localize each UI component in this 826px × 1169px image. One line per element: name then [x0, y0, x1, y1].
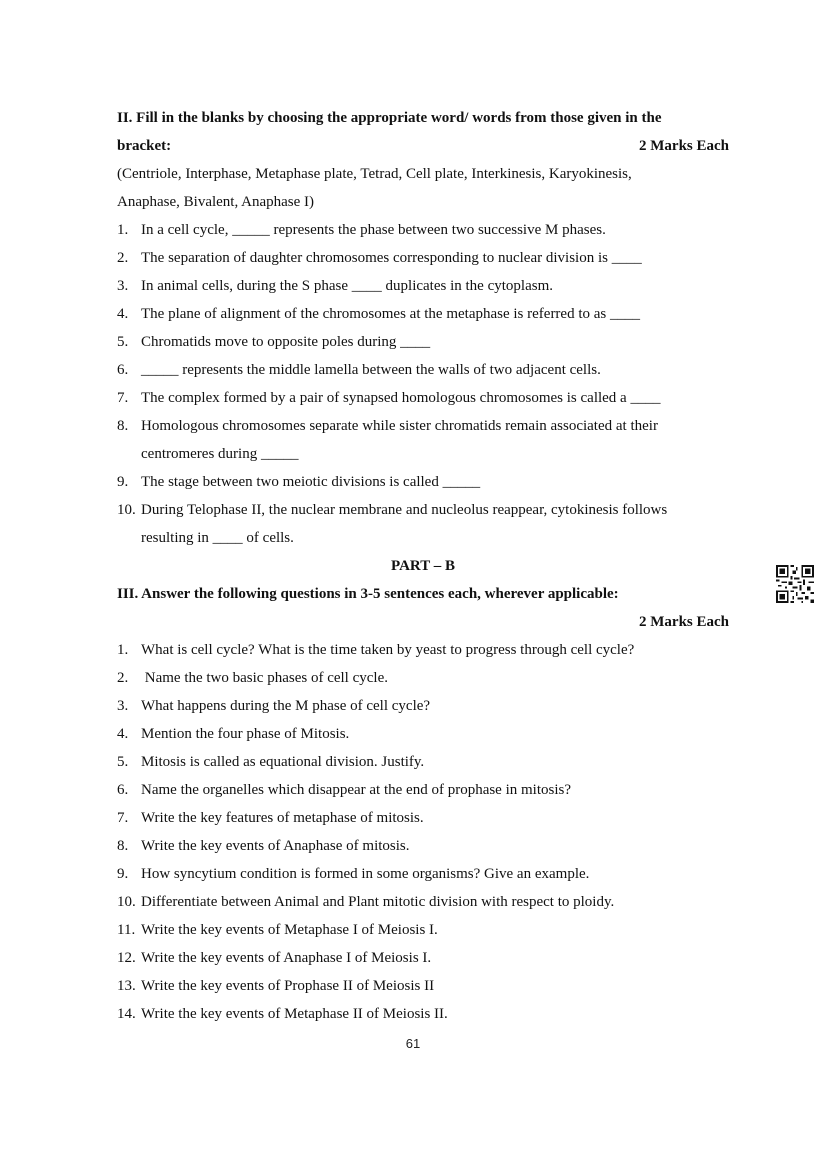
item-text: What happens during the M phase of cell cycle? [141, 698, 431, 714]
item-number: 14. [117, 1006, 136, 1022]
page-content [117, 104, 729, 1028]
item-number: 3. [117, 698, 129, 714]
item-number: 4. [117, 726, 129, 742]
list-item [117, 412, 729, 440]
item-text: In animal cells, during the S phase ____ duplicates in the cytoplasm. [141, 278, 553, 294]
list-item [117, 692, 729, 720]
list-item [117, 748, 729, 776]
item-text: _____ represents the middle lamella between the walls of two adjacent cells. [141, 362, 601, 378]
list-item [117, 832, 729, 860]
item-number: 1. [117, 222, 129, 238]
item-number: 13. [117, 978, 136, 994]
item-text: Differentiate between Animal and Plant mitotic division with respect to ploidy. [141, 894, 615, 910]
list-item [117, 496, 729, 524]
list-item [117, 356, 729, 384]
list-item [117, 468, 729, 496]
item-text: Chromatids move to opposite poles during ____ [141, 334, 431, 350]
options-line-2: Anaphase, Bivalent, Anaphase I) [117, 194, 315, 210]
item-text: Write the key events of Anaphase of mitosis. [141, 838, 410, 854]
list-item [117, 664, 729, 692]
list-item [117, 972, 729, 1000]
list-item [117, 804, 729, 832]
item-text: The complex formed by a pair of synapsed homologous chromosomes is called a ____ [141, 390, 661, 406]
item-text: Write the key features of metaphase of mitosis. [141, 810, 424, 826]
fill-blanks-list [117, 216, 729, 552]
item-text: The plane of alignment of the chromosomes at the metaphase is referred to as ____ [141, 306, 640, 322]
list-item [117, 272, 729, 300]
section3-marks: 2 Marks Each [639, 614, 729, 630]
item-text: Mention the four phase of Mitosis. [141, 726, 350, 742]
item-text: The separation of daughter chromosomes corresponding to nuclear division is ____ [141, 250, 642, 266]
item-number: 8. [117, 418, 129, 434]
item-number: 2. [117, 670, 129, 686]
item-text: Write the key events of Metaphase II of Meiosis II. [141, 1006, 448, 1022]
list-item [117, 300, 729, 328]
page-number: 61 [405, 1036, 421, 1051]
item-text: The stage between two meiotic divisions is called _____ [141, 474, 481, 490]
item-number: 3. [117, 278, 129, 294]
list-item [117, 244, 729, 272]
list-item [117, 916, 729, 944]
item-number: 9. [117, 866, 129, 882]
item-number: 7. [117, 390, 129, 406]
item-text: Name the organelles which disappear at the end of prophase in mitosis? [141, 782, 572, 798]
section3-heading: III. Answer the following questions in 3-5 sentences each, wherever applicable: [117, 586, 619, 602]
section2-heading-cont: bracket: [117, 138, 172, 154]
item-text: Write the key events of Prophase II of Meiosis II [141, 978, 435, 994]
item-number: 8. [117, 838, 129, 854]
list-item [117, 1000, 729, 1028]
item-number: 7. [117, 810, 129, 826]
item-text: How syncytium condition is formed in some organisms? Give an example. [141, 866, 590, 882]
item-number: 5. [117, 334, 129, 350]
item-number: 10. [117, 894, 136, 910]
item-text: Write the key events of Metaphase I of Meiosis I. [141, 922, 438, 938]
list-item [117, 328, 729, 356]
item-number: 10. [117, 502, 136, 518]
item-number: 9. [117, 474, 129, 490]
item-text: During Telophase II, the nuclear membrane and nucleolus reappear, cytokinesis follows [141, 502, 668, 518]
item-text: Mitosis is called as equational division. Justify. [141, 754, 425, 770]
list-item [117, 776, 729, 804]
item-text: In a cell cycle, _____ represents the phase between two successive M phases. [141, 222, 606, 238]
item-text-continued: centromeres during _____ [141, 446, 299, 462]
item-text: Write the key events of Anaphase I of Meiosis I. [141, 950, 432, 966]
options-line-1: (Centriole, Interphase, Metaphase plate, Tetrad, Cell plate, Interkinesis, Karyokinesis, [117, 166, 632, 182]
short-answer-list [117, 636, 729, 1028]
list-item [117, 860, 729, 888]
qr-code-icon[interactable] [776, 565, 814, 603]
list-item [117, 384, 729, 412]
item-text: Homologous chromosomes separate while sister chromatids remain associated at their [141, 418, 658, 434]
item-number: 6. [117, 362, 129, 378]
list-item [117, 216, 729, 244]
part-title: PART – B [391, 558, 455, 574]
item-number: 6. [117, 782, 129, 798]
item-text: What is cell cycle? What is the time taken by yeast to progress through cell cycle? [141, 642, 635, 658]
item-number: 11. [117, 922, 136, 938]
item-number: 4. [117, 306, 129, 322]
item-number: 2. [117, 250, 129, 266]
section2-heading-row [117, 132, 729, 160]
section2-heading: II. Fill in the blanks by choosing the appropriate word/ words from those given in the [117, 110, 662, 126]
list-item [117, 720, 729, 748]
list-item [117, 636, 729, 664]
section2-marks: 2 Marks Each [639, 138, 729, 154]
item-text: Name the two basic phases of cell cycle. [141, 670, 388, 686]
item-text-continued: resulting in ____ of cells. [141, 530, 294, 546]
item-number: 12. [117, 950, 136, 966]
list-item [117, 888, 729, 916]
item-number: 5. [117, 754, 129, 770]
item-number: 1. [117, 642, 129, 658]
list-item [117, 944, 729, 972]
